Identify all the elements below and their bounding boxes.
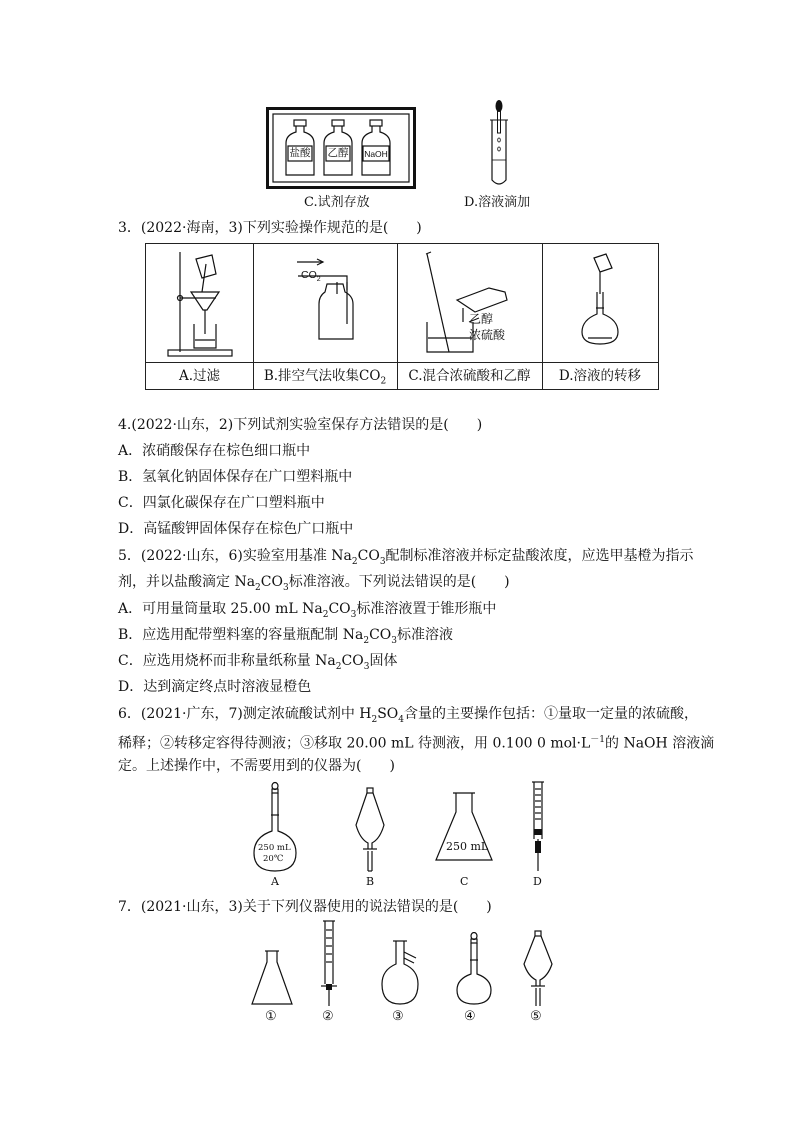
question-5-option-d: D．达到滴定终点时溶液显橙色 [118, 679, 312, 695]
question-5-option-c: C．应选用烧杯而非称量纸称量 $Na_2CO_3$固体 [118, 653, 398, 672]
bottle-label-naoh: NaOH [364, 149, 388, 159]
dropper-test-tube-figure [484, 98, 514, 190]
filtration-figure [146, 244, 254, 362]
volumetric-flask-figure [248, 781, 302, 873]
question-5-option-b: B．应选用配带塑料塞的容量瓶配制 $Na_2CO_3$标准溶液 [118, 627, 454, 646]
q6-label-d: D [533, 875, 542, 888]
q6-label-a: A [271, 875, 279, 888]
caption-a: A.过滤 [146, 362, 254, 390]
question-6-stem-line-3: 定。上述操作中，不需要用到的仪器为( ) [118, 758, 395, 774]
q7-label-1: ① [265, 1009, 277, 1024]
side-arm-flask-figure [378, 940, 426, 1006]
erlenmeyer-flask-figure [250, 950, 294, 1006]
concentrated-acid-label: 浓硫酸 [469, 328, 506, 342]
caption-c: C.混合浓硫酸和乙醇 [397, 362, 543, 390]
question-3-figure-table [145, 243, 659, 390]
question-4-option-d: D．高锰酸钾固体保存在棕色广口瓶中 [118, 521, 354, 537]
mixing-acid-figure [397, 244, 543, 362]
question-4-option-b: B．氢氧化钠固体保存在广口塑料瓶中 [118, 469, 353, 485]
caption-d: D.溶液的转移 [542, 362, 658, 390]
gas-collection-figure [253, 244, 398, 362]
reagent-storage-figure [266, 107, 416, 189]
conical-flask-volume-text: 250 mL [446, 840, 489, 853]
question-4-option-a: A．浓硝酸保存在棕色细口瓶中 [118, 443, 311, 459]
co2-label: $CO_2$ [301, 269, 321, 284]
question-5-stem-line-1: 5．(2022·山东，6)实验室用基准 $Na_2CO_3$配制标准溶液并标定盐酸浓度，应选甲基橙为指示 [118, 548, 694, 567]
figure-d-caption: D.溶液滴加 [464, 195, 531, 210]
q6-label-b: B [366, 875, 375, 888]
question-7-stem: 7．(2021·山东，3)关于下列仪器使用的说法错误的是( ) [118, 899, 492, 915]
bottle-label-hydrochloric-acid: 盐酸 [289, 147, 311, 159]
q7-label-4: ④ [464, 1009, 476, 1024]
q6-label-c: C [460, 875, 469, 888]
question-6-stem-line-1: 6．(2021·广东，7)测定浓硫酸试剂中 $H_2SO_4$含量的主要操作包括：①量取一定量的浓硫酸， [118, 706, 699, 725]
q7-label-2: ② [322, 1009, 334, 1024]
question-4-stem: 4.(2022·山东，2)下列试剂实验室保存方法错误的是( ) [118, 417, 483, 433]
separatory-funnel-figure [350, 787, 390, 873]
question-3-stem: 3．(2022·海南，3)下列实验操作规范的是( ) [118, 220, 422, 236]
bottle-label-ethanol: 乙醇 [327, 147, 349, 159]
volumetric-flask-temperature-text: 20℃ [263, 854, 284, 864]
question-5-stem-line-2: 剂，并以盐酸滴定 $Na_2CO_3$标准溶液。下列说法错误的是( ) [118, 574, 510, 593]
q7-label-5: ⑤ [530, 1009, 542, 1024]
conical-flask-figure [432, 792, 496, 864]
figure-c-caption: C.试剂存放 [304, 195, 370, 210]
question-6-stem-line-2: 稀释；②转移定容得待测液；③移取 20.00 mL 待测液，用 0.100 0 $mol\cdot L^{-1}$的 NaOH 溶液滴 [118, 735, 715, 752]
burette-q7-figure [318, 920, 340, 1008]
solution-transfer-figure [542, 244, 658, 362]
ethanol-label: 乙醇 [469, 312, 494, 326]
caption-b: B.排空气法收集$CO_2$ [253, 362, 398, 390]
separatory-funnel-q7-figure [520, 930, 556, 1008]
q7-label-3: ③ [392, 1009, 404, 1024]
question-5-option-a: A．可用量筒量取 25.00 mL $Na_2CO_3$标准溶液置于锥形瓶中 [118, 601, 497, 620]
volumetric-flask-volume-text: 250 mL [258, 843, 291, 853]
burette-figure [524, 781, 552, 873]
question-4-option-c: C．四氯化碳保存在广口塑料瓶中 [118, 495, 325, 511]
volumetric-flask-q7-figure [454, 932, 494, 1006]
